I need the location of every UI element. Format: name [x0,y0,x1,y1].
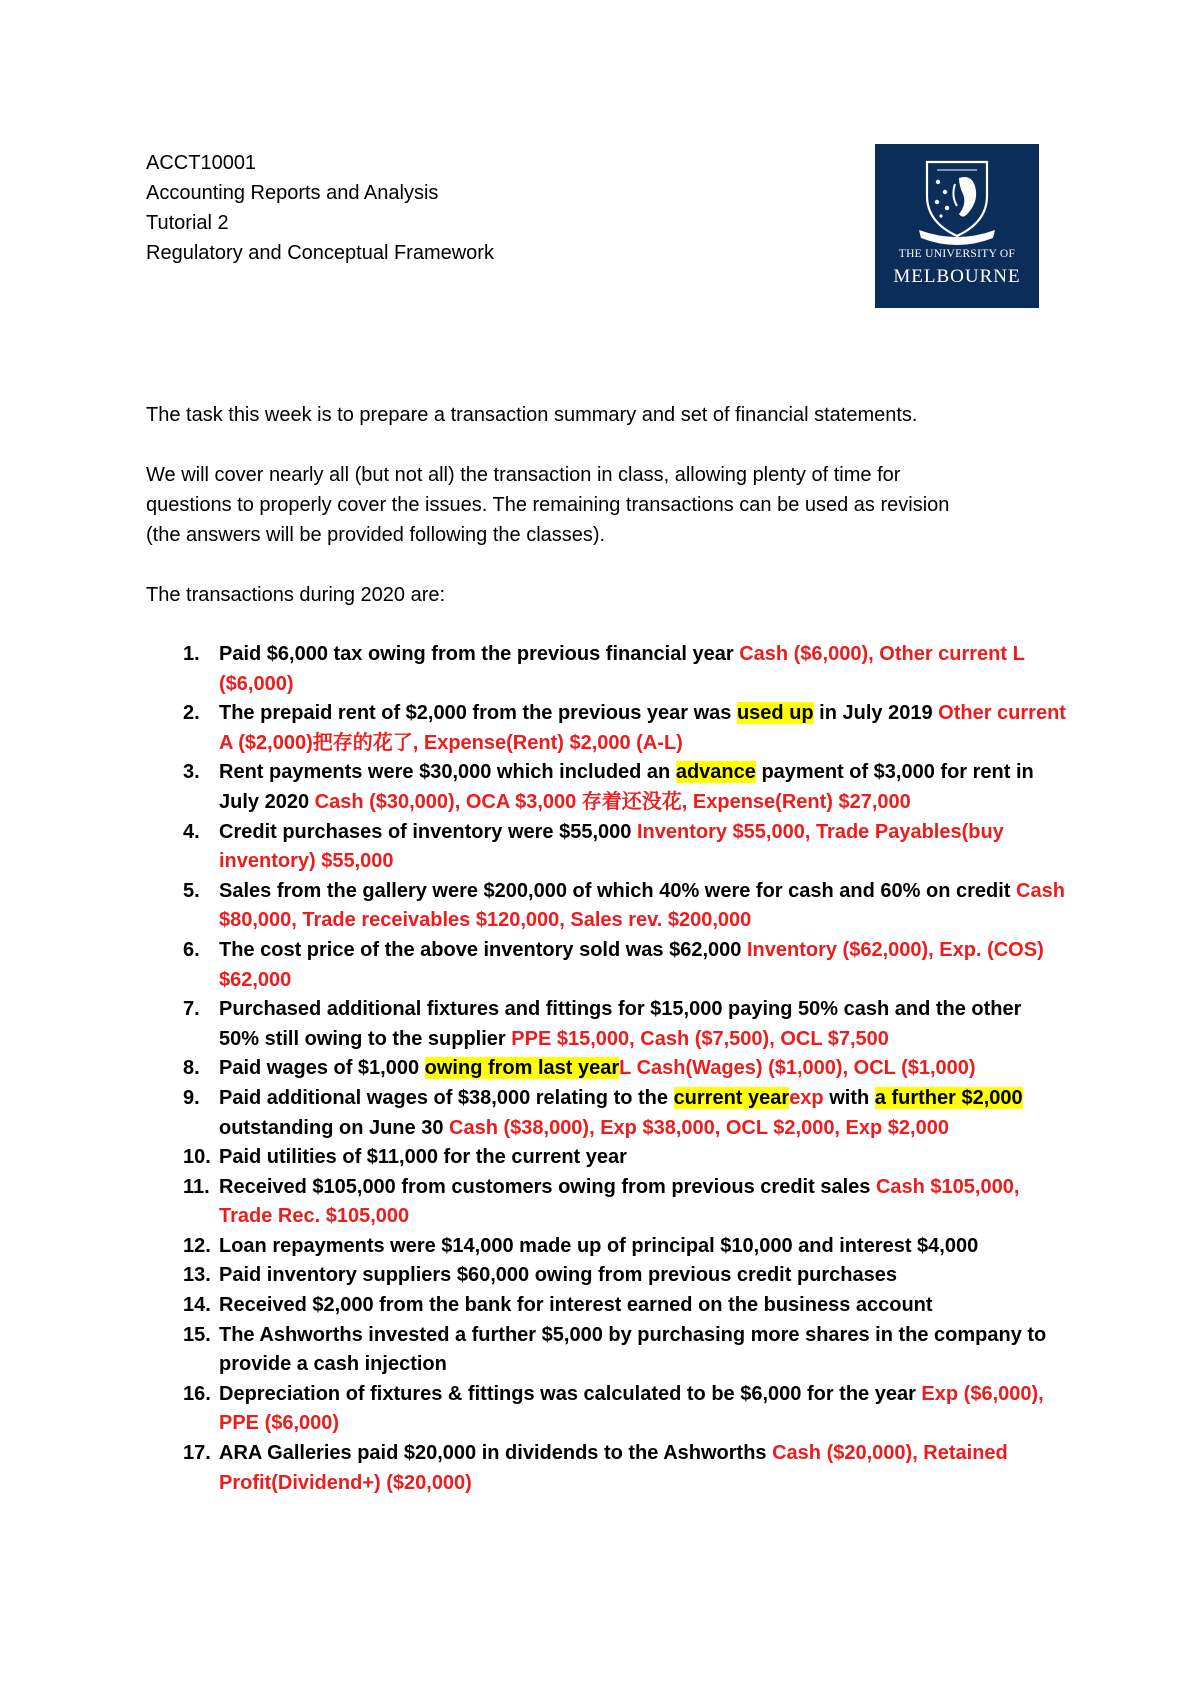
logo-line-1: THE UNIVERSITY OF [898,248,1016,260]
transaction-text: The Ashworths invested a further $5,000 by purchasing more shares in the company to provide a cash injection [219,1323,1047,1376]
transaction-number: 7. [183,998,200,1021]
transaction-text: Depreciation of fixtures & fittings was calculated to be $6,000 for the year [219,1382,922,1405]
transaction-number: 17. [183,1442,211,1465]
annotation-text: exp [789,1086,824,1109]
transaction-item [146,1084,1066,1143]
annotation-text: PPE $15,000, Cash ($7,500), OCL $7,500 [511,1027,889,1050]
transaction-item [146,1439,1066,1498]
transaction-item [146,1173,1066,1232]
transaction-text: Received $105,000 from customers owing from previous credit sales [219,1175,876,1198]
transaction-text: Received $2,000 from the bank for interest earned on the business account [219,1294,933,1317]
intro-text-2b: questions to properly cover the issues. The remaining transactions can be used as revision [146,494,950,516]
transaction-text: with [823,1086,875,1109]
transaction-item [146,936,1066,995]
transaction-text: The cost price of the above inventory sold was $62,000 [219,938,747,961]
transaction-number: 5. [183,879,200,902]
transaction-item [146,699,1066,758]
university-logo [875,144,1039,308]
highlighted-text: used up [736,702,814,725]
annotation-text: Exp ($6,000), PPE ($6,000) [219,1382,1044,1435]
transaction-item [146,1054,1066,1084]
transaction-number: 9. [183,1086,200,1109]
document-header [146,148,494,268]
transaction-number: 8. [183,1057,200,1080]
transaction-text: in July 2019 [813,702,939,725]
transaction-item [146,1291,1066,1321]
transaction-text: Loan repayments were $14,000 made up of principal $10,000 and interest $4,000 [219,1234,979,1257]
annotation-text: Inventory ($62,000), Exp. (COS) $62,000 [219,938,1044,991]
intro-paragraph-2 [146,460,1046,550]
transaction-number: 2. [183,702,200,725]
transaction-text: Paid utilities of $11,000 for the current year [219,1146,627,1169]
transaction-item [146,1143,1066,1173]
intro-text-3: The transactions during 2020 are: [146,584,446,606]
course-code: ACCT10001 [146,152,257,174]
tutorial-number: Tutorial 2 [146,212,229,234]
transaction-text: Rent payments were $30,000 which included an [219,761,676,784]
course-name: Accounting Reports and Analysis [146,182,439,204]
transaction-number: 12. [183,1234,211,1257]
transaction-list [146,640,1066,1498]
transaction-number: 1. [183,643,200,665]
transaction-text: Purchased additional fixtures and fittings for $15,000 paying 50% cash and the other 50% still owing to the supplier [219,998,1022,1050]
transaction-item [146,1321,1066,1380]
transaction-item [146,1380,1066,1439]
transaction-item [146,758,1066,817]
transaction-item [146,877,1066,936]
transaction-number: 15. [183,1323,211,1346]
transaction-item [146,640,1066,699]
annotation-text: Cash ($20,000), Retained Profit(Dividend+) ($20,000) [219,1442,1008,1494]
transaction-item [146,1261,1066,1291]
transaction-text: Paid wages of $1,000 [219,1057,425,1080]
transaction-text: Sales from the gallery were $200,000 of which 40% were for cash and 60% on credit [219,879,1016,902]
transaction-number: 10. [183,1146,211,1169]
transaction-number: 13. [183,1264,211,1287]
tutorial-topic: Regulatory and Conceptual Framework [146,242,494,264]
annotation-text: Inventory $55,000, Trade Payables(buy inventory) $55,000 [219,820,1004,873]
transaction-text: outstanding on June 30 [219,1116,450,1139]
annotation-text: Other current A ($2,000)把存的花了, Expense(Rent) $2,000 (A-L) [219,702,1066,754]
intro-text-2a: We will cover nearly all (but not all) the transaction in class, allowing plenty of time for [146,464,901,486]
highlighted-text: current year [673,1086,790,1109]
transaction-text: Paid $6,000 tax owing from the previous financial year [219,643,740,665]
annotation-text: Cash $80,000, Trade receivables $120,000, Sales rev. $200,000 [219,879,1065,932]
annotation-text: Cash $105,000, Trade Rec. $105,000 [219,1175,1020,1228]
transaction-number: 16. [183,1382,211,1405]
transaction-text: Paid additional wages of $38,000 relating to the [219,1086,674,1109]
transaction-item [146,1232,1066,1262]
transaction-number: 4. [183,820,200,843]
transaction-item [146,995,1066,1054]
highlighted-text: advance [675,761,756,784]
transaction-text: ARA Galleries paid $20,000 in dividends to the Ashworths [219,1442,773,1465]
transaction-text: Paid inventory suppliers $60,000 owing from previous credit purchases [219,1264,897,1287]
transaction-text: payment of $3,000 for rent in July 2020 [219,761,1034,813]
intro-text-1: The task this week is to prepare a transaction summary and set of financial statements. [146,404,918,426]
annotation-text: Cash ($6,000), Other current L ($6,000) [219,643,1025,695]
transaction-text: The prepaid rent of $2,000 from the previous year was [219,702,737,725]
transaction-number: 3. [183,761,200,784]
annotation-text: L Cash(Wages) ($1,000), OCL ($1,000) [619,1057,976,1080]
intro-paragraph-1 [146,400,1046,430]
transaction-number: 6. [183,938,200,961]
annotation-text: Cash ($38,000), Exp $38,000, OCL $2,000, Exp $2,000 [449,1116,949,1139]
transaction-text: Credit purchases of inventory were $55,000 [219,820,637,843]
highlighted-text: owing from last year [424,1057,620,1080]
annotation-text: Cash ($30,000), OCA $3,000 存着还没花, Expense(Rent) $27,000 [314,790,911,813]
transaction-number: 14. [183,1294,211,1317]
logo-line-2: MELBOURNE [893,266,1021,287]
transaction-number: 11. [183,1175,210,1198]
intro-paragraph-3 [146,580,1046,610]
highlighted-text: a further $2,000 [874,1086,1023,1109]
transaction-item [146,818,1066,877]
intro-text-2c: (the answers will be provided following the classes). [146,524,606,546]
